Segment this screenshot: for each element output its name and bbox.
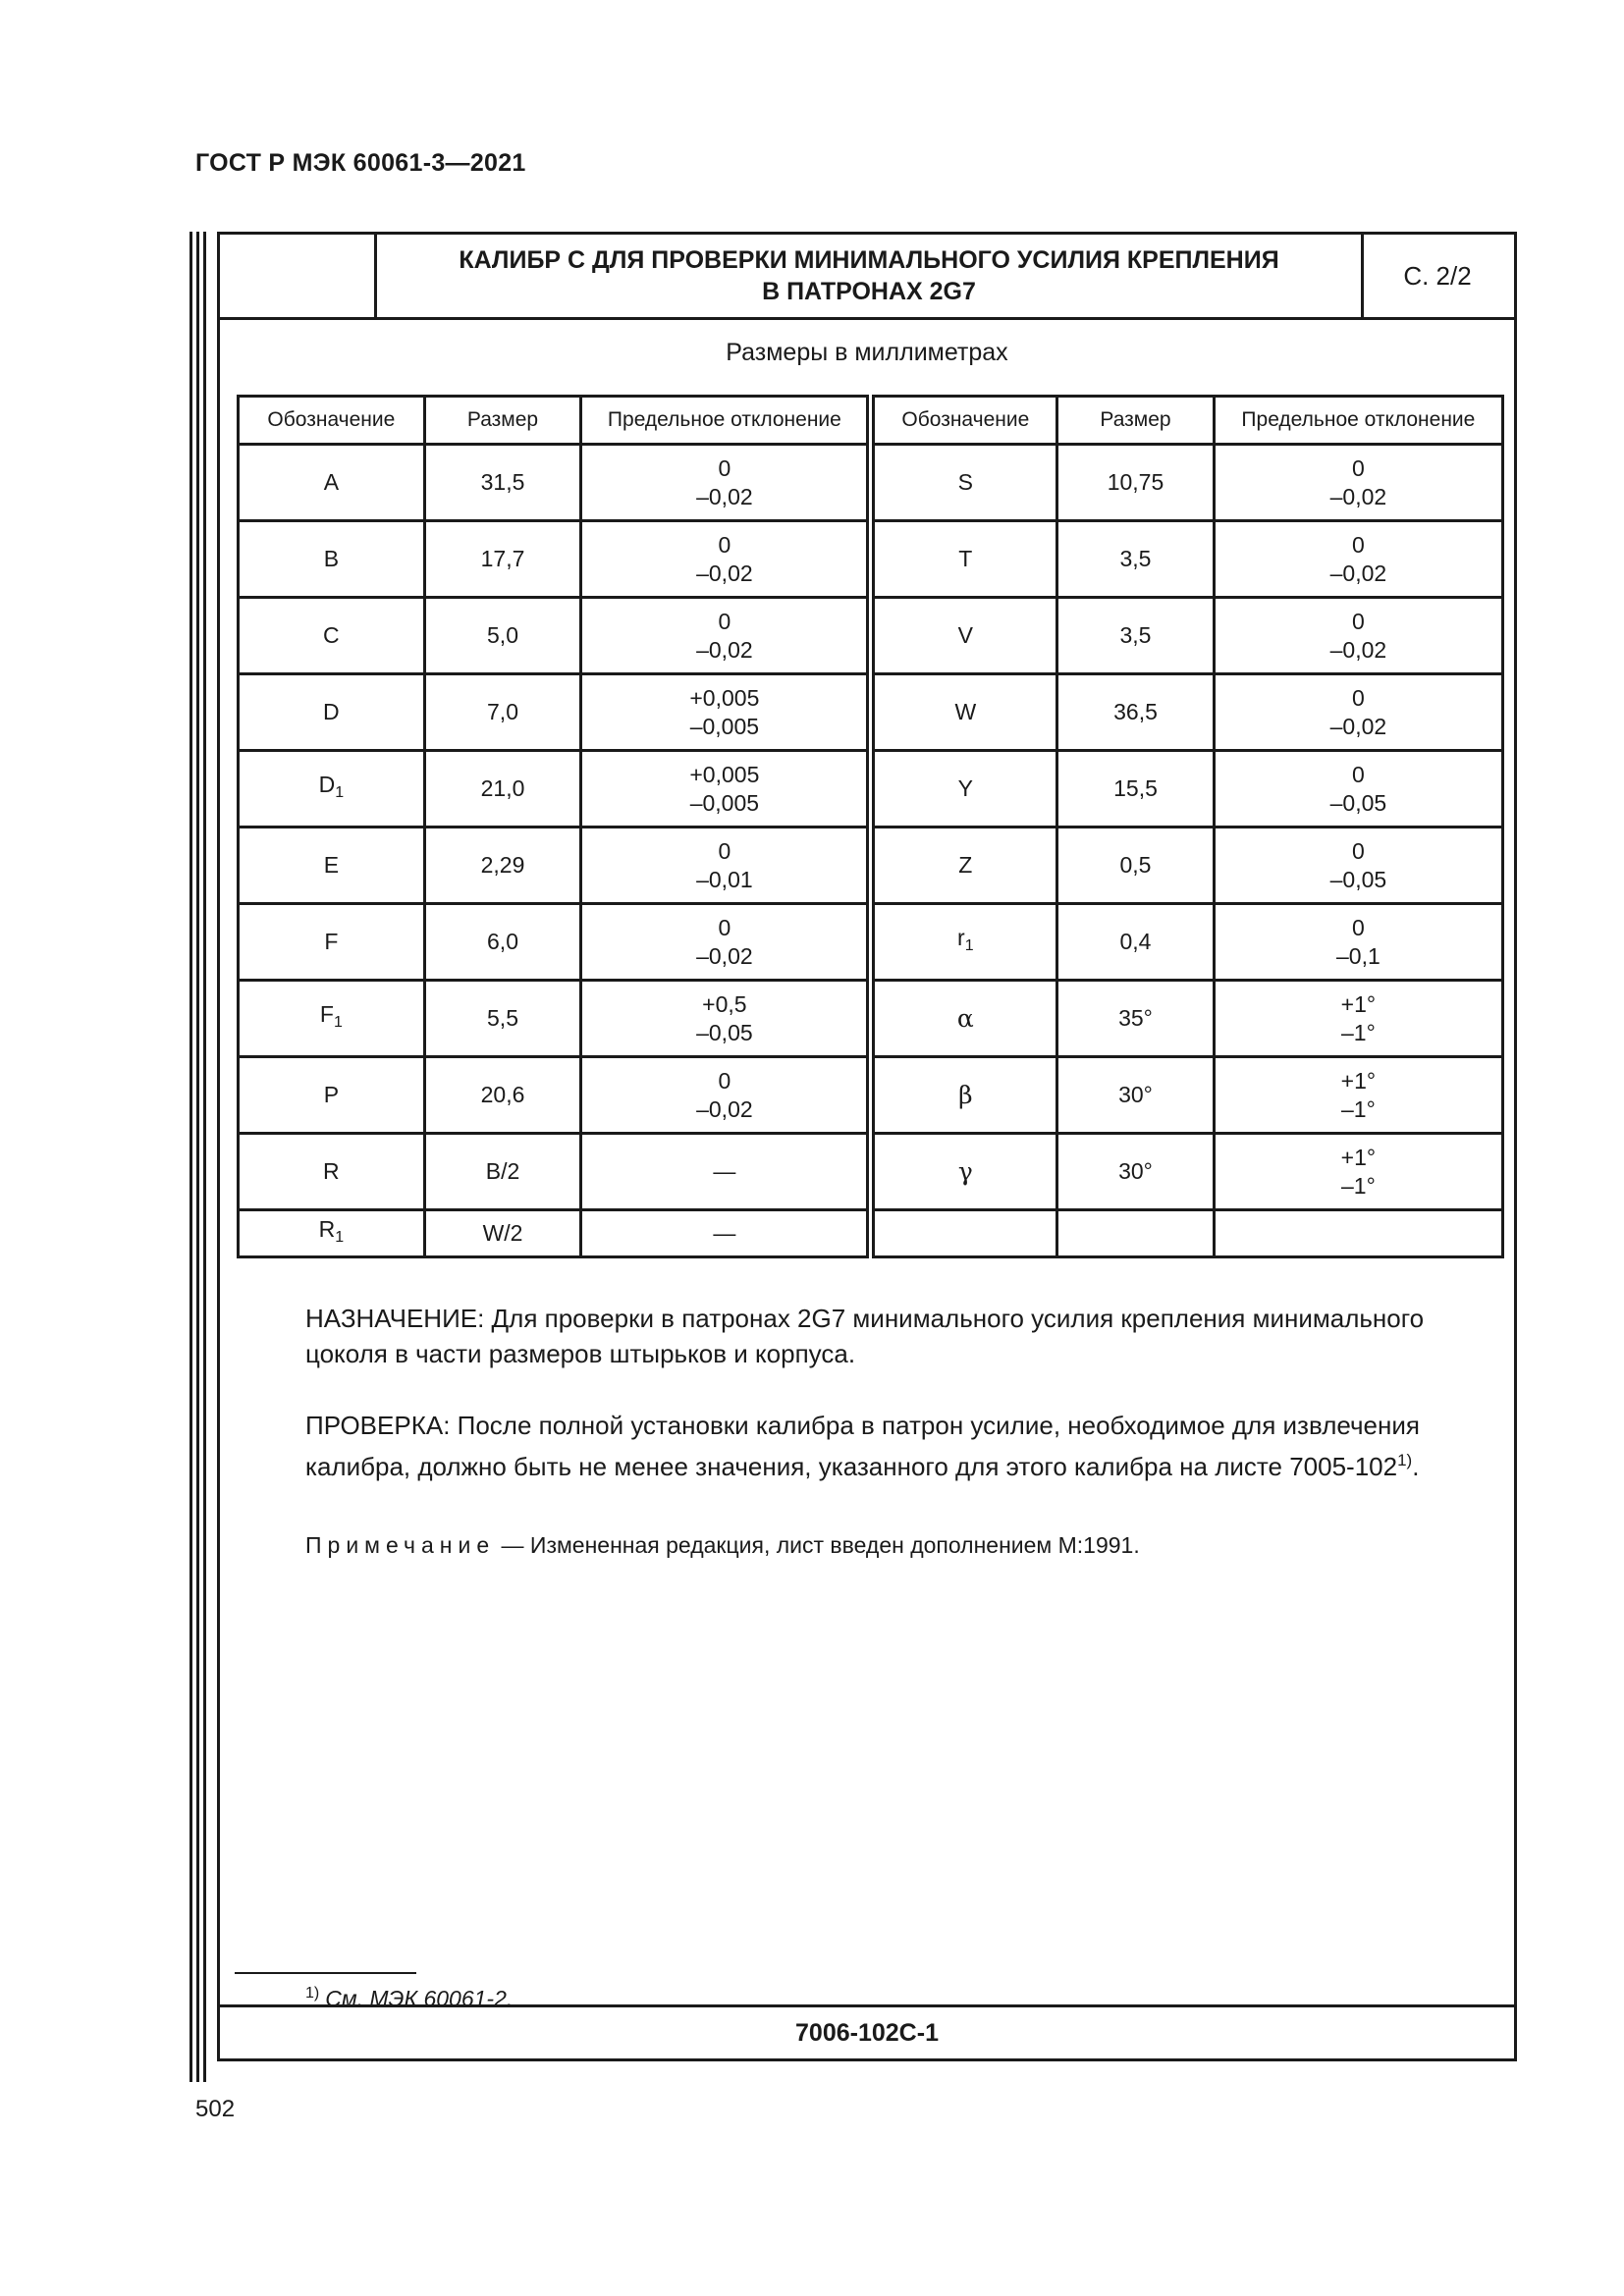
column-header: Размер <box>1057 397 1215 445</box>
designation-symbol: R <box>323 1158 340 1184</box>
designation-cell <box>871 674 1057 751</box>
footnote-divider <box>235 1972 416 1974</box>
check-text-end: . <box>1412 1452 1420 1481</box>
designation-cell <box>871 828 1057 904</box>
sheet-title <box>377 235 1364 317</box>
designation-cell <box>239 1134 425 1210</box>
purpose-text: НАЗНАЧЕНИЕ: Для проверки в патронах 2G7 минимального усилия крепления минимального цоколя в части размеров штырьков и корпуса. <box>305 1304 1425 1368</box>
tolerance-upper: 0 <box>718 608 731 634</box>
table-row <box>239 904 1503 981</box>
designation-cell <box>239 904 425 981</box>
designation-cell <box>239 445 425 521</box>
tolerance-cell <box>1214 1210 1502 1257</box>
designation-symbol: A <box>323 469 340 495</box>
tolerance-lower: –0,1 <box>1336 942 1380 969</box>
tolerance-cell <box>1214 828 1502 904</box>
tolerance-upper: 0 <box>1351 531 1365 558</box>
table-row <box>239 751 1503 828</box>
standard-header: ГОСТ Р МЭК 60061-3—2021 <box>195 149 526 177</box>
designation-cell <box>239 981 425 1057</box>
tolerance-lower: –0,02 <box>696 483 753 509</box>
designation-cell <box>871 521 1057 598</box>
tolerance-upper: 0 <box>1351 837 1365 864</box>
size-cell: 36,5 <box>1057 674 1215 751</box>
tolerance-lower: –0,05 <box>1329 866 1387 892</box>
table-row <box>239 598 1503 674</box>
designation-symbol: D <box>318 772 336 797</box>
tolerance-lower: –0,005 <box>689 789 760 816</box>
designation-cell <box>871 751 1057 828</box>
tolerance-upper: 0 <box>1351 454 1365 481</box>
tolerance-upper: +1° <box>1340 1067 1377 1094</box>
tolerance-upper: 0 <box>718 837 731 864</box>
tolerance-upper: 0 <box>1351 761 1365 787</box>
tolerance-cell <box>1214 445 1502 521</box>
designation-cell <box>871 981 1057 1057</box>
tolerance-lower: –0,02 <box>1329 560 1387 586</box>
tolerance-lower: –0,005 <box>689 713 760 739</box>
sheet-title-line: В ПАТРОНАХ 2G7 <box>762 278 976 305</box>
designation-symbol: F <box>324 929 339 954</box>
table-header-row <box>239 397 1503 445</box>
size-cell: 35° <box>1057 981 1215 1057</box>
units-caption: Размеры в миллиметрах <box>726 339 1008 366</box>
tolerance-upper: 0 <box>1351 608 1365 634</box>
footnote-reference: 1) <box>1397 1451 1413 1469</box>
designation-symbol: E <box>323 852 340 878</box>
tolerance-cell <box>581 751 871 828</box>
designation-cell <box>239 674 425 751</box>
designation-subscript: 1 <box>335 784 345 801</box>
designation-cell <box>239 1057 425 1134</box>
designation-symbol: R <box>318 1216 336 1242</box>
tolerance-cell <box>581 674 871 751</box>
designation-symbol: T <box>958 546 973 571</box>
tolerance-lower: –1° <box>1341 1019 1376 1045</box>
tolerance-cell <box>581 1210 871 1257</box>
table-row <box>239 1134 1503 1210</box>
designation-symbol: F <box>319 1001 334 1027</box>
designation-symbol: C <box>323 622 340 648</box>
tolerance-lower: –0,01 <box>696 866 753 892</box>
tolerance-upper: 0 <box>718 1067 731 1094</box>
tolerance-upper: 0 <box>718 914 731 940</box>
tolerance-lower: –0,02 <box>1329 636 1387 663</box>
column-header: Размер <box>424 397 581 445</box>
size-cell: 5,0 <box>424 598 581 674</box>
size-cell: 3,5 <box>1057 598 1215 674</box>
sheet-page-indicator: С. 2/2 <box>1403 260 1472 291</box>
designation-cell <box>239 521 425 598</box>
size-cell: B/2 <box>424 1134 581 1210</box>
column-header: Обозначение <box>239 397 425 445</box>
designation-symbol: B <box>323 546 340 571</box>
column-header: Предельное отклонение <box>1214 397 1502 445</box>
tolerance-cell <box>1214 1057 1502 1134</box>
tolerance-upper: 0 <box>1351 684 1365 711</box>
designation-symbol: α <box>956 1003 974 1033</box>
designation-symbol: S <box>957 469 973 495</box>
designation-cell <box>871 445 1057 521</box>
designation-symbol: Y <box>957 775 973 801</box>
sheet-title-row <box>220 235 1514 320</box>
size-cell <box>1057 1210 1215 1257</box>
tolerance-cell <box>1214 751 1502 828</box>
designation-symbol: Z <box>958 852 973 878</box>
designation-cell <box>871 1057 1057 1134</box>
note <box>305 1532 1140 1559</box>
tolerance-upper: +1° <box>1340 1144 1377 1170</box>
designation-symbol: W <box>954 699 977 724</box>
page-number: 502 <box>195 2096 236 2122</box>
tolerance-cell <box>581 598 871 674</box>
designation-symbol: P <box>323 1082 340 1107</box>
size-cell: 3,5 <box>1057 521 1215 598</box>
designation-cell <box>239 828 425 904</box>
tolerance-upper: — <box>713 1220 736 1246</box>
sheet-code: 7006-102С-1 <box>220 2004 1514 2058</box>
size-cell: 31,5 <box>424 445 581 521</box>
footnote-text: См. МЭК 60061-2. <box>325 1986 514 2011</box>
tolerance-lower: –1° <box>1341 1095 1376 1122</box>
tolerance-upper: 0 <box>718 454 731 481</box>
designation-symbol: r <box>957 925 965 950</box>
designation-symbol: V <box>957 622 973 648</box>
size-cell: 15,5 <box>1057 751 1215 828</box>
designation-subscript: 1 <box>335 1229 345 1246</box>
tolerance-upper: +0,005 <box>689 761 760 787</box>
column-header: Предельное отклонение <box>581 397 871 445</box>
tolerance-lower: –0,05 <box>1329 789 1387 816</box>
tolerance-upper: — <box>713 1158 736 1184</box>
check-paragraph <box>237 1408 1504 1484</box>
tolerance-lower: –0,02 <box>1329 483 1387 509</box>
designation-cell <box>239 598 425 674</box>
tolerance-cell <box>1214 674 1502 751</box>
note-text: — Измененная редакция, лист введен дополнением М:1991. <box>495 1532 1140 1558</box>
tolerance-upper: +1° <box>1340 990 1377 1017</box>
table-row <box>239 445 1503 521</box>
designation-symbol: β <box>958 1080 973 1109</box>
designation-cell <box>871 598 1057 674</box>
table-row <box>239 981 1503 1057</box>
size-cell: 0,5 <box>1057 828 1215 904</box>
tolerance-upper: +0,5 <box>702 990 747 1017</box>
purpose-paragraph <box>237 1301 1504 1371</box>
tolerance-cell <box>581 1057 871 1134</box>
size-cell: 17,7 <box>424 521 581 598</box>
margin-bar <box>196 232 199 2082</box>
tolerance-lower: –0,02 <box>696 942 753 969</box>
column-header: Обозначение <box>871 397 1057 445</box>
tolerance-lower: –0,02 <box>696 636 753 663</box>
table-row <box>239 674 1503 751</box>
size-cell: 30° <box>1057 1057 1215 1134</box>
designation-subscript: 1 <box>964 937 974 954</box>
size-cell: W/2 <box>424 1210 581 1257</box>
tolerance-upper: 0 <box>718 531 731 558</box>
tolerance-lower: –0,05 <box>696 1019 753 1045</box>
table-row <box>239 828 1503 904</box>
table-row <box>239 1210 1503 1257</box>
dimensions-table <box>237 395 1504 1258</box>
margin-bar <box>203 232 206 2082</box>
sheet-frame <box>217 232 1517 2061</box>
size-cell: 7,0 <box>424 674 581 751</box>
tolerance-cell <box>581 904 871 981</box>
size-cell: 2,29 <box>424 828 581 904</box>
tolerance-cell <box>1214 521 1502 598</box>
designation-symbol: γ <box>957 1156 973 1186</box>
table-row <box>239 1057 1503 1134</box>
size-cell: 20,6 <box>424 1057 581 1134</box>
size-cell: 10,75 <box>1057 445 1215 521</box>
note-label: Примечание <box>305 1532 496 1558</box>
size-cell: 0,4 <box>1057 904 1215 981</box>
tolerance-upper: +0,005 <box>689 684 760 711</box>
title-blank-cell <box>220 235 377 317</box>
tolerance-lower: –0,02 <box>696 1095 753 1122</box>
sheet-title-line: КАЛИБР С ДЛЯ ПРОВЕРКИ МИНИМАЛЬНОГО УСИЛИЯ КРЕПЛЕНИЯ <box>459 246 1279 274</box>
tolerance-cell <box>581 828 871 904</box>
designation-cell <box>871 1134 1057 1210</box>
check-text-block <box>237 1408 1504 1484</box>
tolerance-cell <box>1214 598 1502 674</box>
size-cell: 5,5 <box>424 981 581 1057</box>
tolerance-cell <box>581 1134 871 1210</box>
tolerance-cell <box>581 445 871 521</box>
tolerance-lower: –1° <box>1341 1172 1376 1199</box>
designation-cell <box>239 751 425 828</box>
designation-subscript: 1 <box>333 1014 343 1031</box>
size-cell: 21,0 <box>424 751 581 828</box>
tolerance-cell <box>1214 904 1502 981</box>
designation-symbol: D <box>323 699 340 724</box>
margin-bar <box>189 232 192 2082</box>
tolerance-cell <box>581 981 871 1057</box>
designation-cell <box>871 1210 1057 1257</box>
designation-cell <box>871 904 1057 981</box>
tolerance-cell <box>581 521 871 598</box>
tolerance-cell <box>1214 981 1502 1057</box>
footnote-mark: 1) <box>305 1985 320 2002</box>
tolerance-lower: –0,02 <box>696 560 753 586</box>
tolerance-upper: 0 <box>1351 914 1365 940</box>
size-cell: 30° <box>1057 1134 1215 1210</box>
check-text: ПРОВЕРКА: После полной установки калибра в патрон усилие, необходимое для извлечения калибра, должно быть не менее значения, указанного для этого калибра на листе 7005-102 <box>305 1411 1420 1481</box>
size-cell: 6,0 <box>424 904 581 981</box>
table-row <box>239 521 1503 598</box>
tolerance-cell <box>1214 1134 1502 1210</box>
tolerance-lower: –0,02 <box>1329 713 1387 739</box>
designation-cell <box>239 1210 425 1257</box>
